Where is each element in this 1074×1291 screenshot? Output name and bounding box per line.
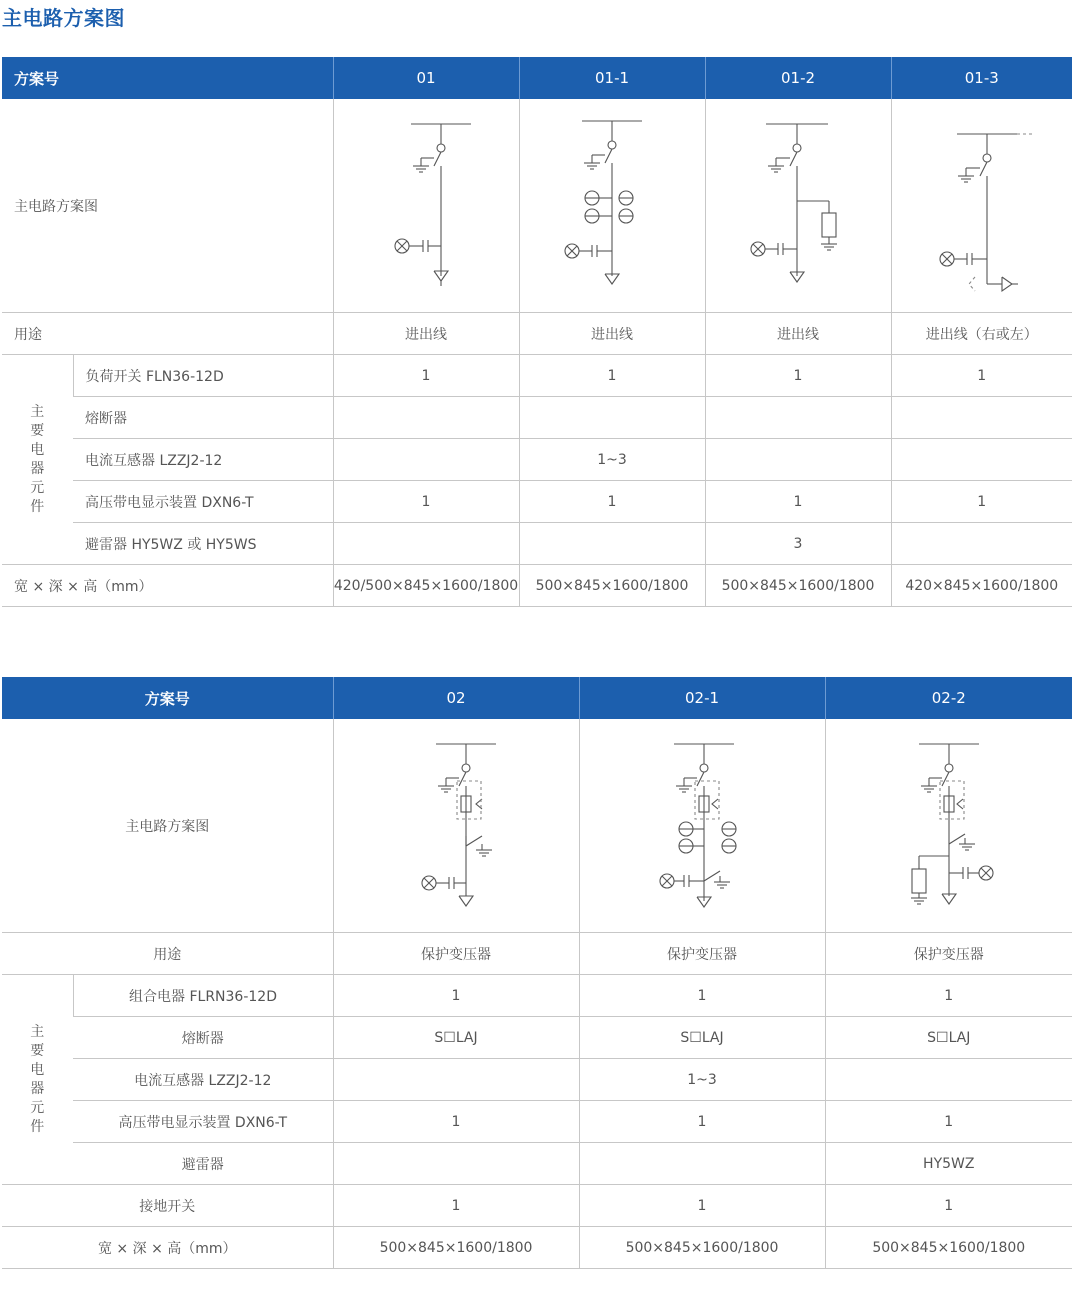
header-scheme-01: 01 xyxy=(333,57,519,99)
page-title: 主电路方案图 xyxy=(2,6,125,30)
usage-value: 保护变压器 xyxy=(825,933,1072,975)
component-qty: 1 xyxy=(891,481,1072,523)
circuit-diagram-01 xyxy=(333,99,519,313)
component-qty: 3 xyxy=(705,523,891,565)
circuit-diagram-02-1 xyxy=(579,719,825,933)
component-row xyxy=(2,481,1072,523)
component-qty xyxy=(333,439,519,481)
component-qty xyxy=(333,1059,579,1101)
component-label: 高压带电显示装置 DXN6-T xyxy=(73,1101,333,1143)
dimensions-value: 420/500×845×1600/1800 xyxy=(333,565,519,607)
component-qty xyxy=(333,1143,579,1185)
component-qty xyxy=(333,523,519,565)
circuit-diagram-02-2 xyxy=(825,719,1072,933)
header-scheme-01-1: 01-1 xyxy=(519,57,705,99)
component-qty: 1 xyxy=(825,1101,1072,1143)
component-qty xyxy=(891,439,1072,481)
main-components-group-label: 主 要 电 器 元 件 xyxy=(2,975,73,1185)
diagram-row-label: 主电路方案图 xyxy=(2,719,333,933)
usage-value: 进出线 xyxy=(333,313,519,355)
usage-value: 保护变压器 xyxy=(579,933,825,975)
component-label: 组合电器 FLRN36-12D xyxy=(73,975,333,1017)
header-scheme-02-1: 02-1 xyxy=(579,677,825,719)
component-row xyxy=(2,355,1072,397)
header-scheme-01-3: 01-3 xyxy=(891,57,1072,99)
usage-row xyxy=(2,313,1072,355)
earthing-switch-qty: 1 xyxy=(825,1185,1072,1227)
main-components-group-label: 主 要 电 器 元 件 xyxy=(2,355,73,565)
component-qty: 1 xyxy=(891,355,1072,397)
scheme-table-01 xyxy=(2,57,1072,607)
scheme-table-02 xyxy=(2,677,1072,1269)
circuit-diagram-01-2 xyxy=(705,99,891,313)
component-row xyxy=(2,523,1072,565)
usage-value: 进出线 xyxy=(705,313,891,355)
component-label: 高压带电显示装置 DXN6-T xyxy=(73,481,333,523)
component-qty xyxy=(519,397,705,439)
earthing-switch-label: 接地开关 xyxy=(2,1185,333,1227)
component-qty: S☐LAJ xyxy=(333,1017,579,1059)
component-row xyxy=(2,975,1072,1017)
circuit-diagram-02 xyxy=(333,719,579,933)
usage-value: 进出线 xyxy=(519,313,705,355)
component-qty: 1 xyxy=(579,975,825,1017)
component-qty: 1 xyxy=(333,355,519,397)
dimensions-label: 宽 × 深 × 高（mm） xyxy=(2,565,333,607)
component-qty: 1 xyxy=(333,1101,579,1143)
usage-label: 用途 xyxy=(2,933,333,975)
header-scheme-no: 方案号 xyxy=(2,57,333,99)
dimensions-value: 500×845×1600/1800 xyxy=(825,1227,1072,1269)
component-qty xyxy=(333,397,519,439)
component-row xyxy=(2,1059,1072,1101)
header-scheme-02-2: 02-2 xyxy=(825,677,1072,719)
component-qty xyxy=(705,439,891,481)
component-row xyxy=(2,439,1072,481)
earthing-switch-qty: 1 xyxy=(333,1185,579,1227)
component-label: 熔断器 xyxy=(73,1017,333,1059)
usage-row xyxy=(2,933,1072,975)
circuit-diagram-01-1 xyxy=(519,99,705,313)
diagram-row xyxy=(2,99,1072,313)
component-qty: 1 xyxy=(705,481,891,523)
dimensions-value: 500×845×1600/1800 xyxy=(705,565,891,607)
dimensions-value: 500×845×1600/1800 xyxy=(579,1227,825,1269)
dimensions-label: 宽 × 深 × 高（mm） xyxy=(2,1227,333,1269)
header-scheme-01-2: 01-2 xyxy=(705,57,891,99)
dimensions-value: 420×845×1600/1800 xyxy=(891,565,1072,607)
component-qty: 1 xyxy=(579,1101,825,1143)
component-qty: 1 xyxy=(333,481,519,523)
component-row xyxy=(2,1101,1072,1143)
component-qty: 1 xyxy=(519,481,705,523)
component-qty: 1 xyxy=(705,355,891,397)
dimensions-value: 500×845×1600/1800 xyxy=(333,1227,579,1269)
component-qty xyxy=(891,397,1072,439)
dimensions-row xyxy=(2,565,1072,607)
component-qty: HY5WZ xyxy=(825,1143,1072,1185)
component-qty xyxy=(891,523,1072,565)
component-row xyxy=(2,397,1072,439)
usage-label: 用途 xyxy=(2,313,333,355)
table-header-row xyxy=(2,677,1072,719)
component-label: 避雷器 xyxy=(73,1143,333,1185)
diagram-row xyxy=(2,719,1072,933)
header-scheme-02: 02 xyxy=(333,677,579,719)
dimensions-value: 500×845×1600/1800 xyxy=(519,565,705,607)
header-scheme-no: 方案号 xyxy=(2,677,333,719)
diagram-row-label: 主电路方案图 xyxy=(2,99,333,313)
dimensions-row xyxy=(2,1227,1072,1269)
component-qty xyxy=(825,1059,1072,1101)
component-label: 电流互感器 LZZJ2-12 xyxy=(73,1059,333,1101)
component-qty: S☐LAJ xyxy=(825,1017,1072,1059)
table-header-row xyxy=(2,57,1072,99)
usage-value: 保护变压器 xyxy=(333,933,579,975)
circuit-diagram-01-3 xyxy=(891,99,1072,313)
component-label: 负荷开关 FLN36-12D xyxy=(73,355,333,397)
component-label: 避雷器 HY5WZ 或 HY5WS xyxy=(73,523,333,565)
earthing-switch-row xyxy=(2,1185,1072,1227)
component-row xyxy=(2,1017,1072,1059)
component-qty xyxy=(705,397,891,439)
earthing-switch-qty: 1 xyxy=(579,1185,825,1227)
component-qty: 1 xyxy=(519,355,705,397)
component-row xyxy=(2,1143,1072,1185)
usage-value: 进出线（右或左） xyxy=(891,313,1072,355)
component-qty: 1~3 xyxy=(579,1059,825,1101)
component-qty: 1 xyxy=(333,975,579,1017)
component-label: 电流互感器 LZZJ2-12 xyxy=(73,439,333,481)
component-qty xyxy=(579,1143,825,1185)
component-qty xyxy=(519,523,705,565)
component-label: 熔断器 xyxy=(73,397,333,439)
component-qty: S☐LAJ xyxy=(579,1017,825,1059)
component-qty: 1~3 xyxy=(519,439,705,481)
component-qty: 1 xyxy=(825,975,1072,1017)
